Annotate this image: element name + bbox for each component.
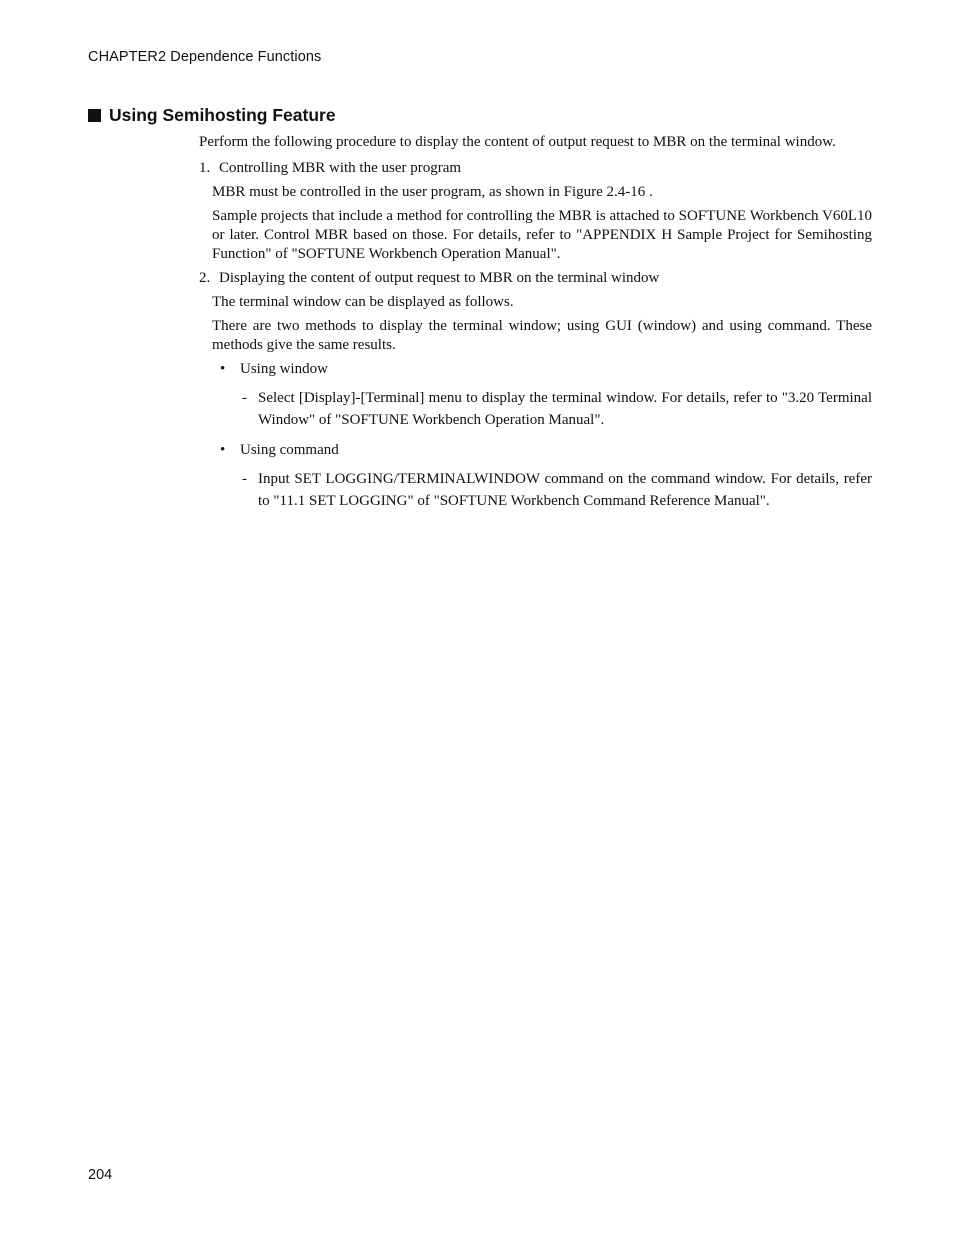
section-body bbox=[199, 133, 872, 522]
intro-paragraph: Perform the following procedure to display the content of output request to MBR on the terminal window. bbox=[199, 134, 836, 150]
dash-icon: - bbox=[242, 390, 247, 406]
step-title: Controlling MBR with the user program bbox=[219, 160, 462, 176]
step-1-body bbox=[199, 183, 872, 264]
dash-text: Input SET LOGGING/TERMINALWINDOW command on the command window. For details, refer to "11.1 SET LOGGING" of "SOFTUNE Workbench Command Reference Manual". bbox=[258, 471, 872, 509]
step-number: 1. bbox=[199, 160, 211, 176]
section-heading bbox=[88, 105, 336, 126]
section-title: Using Semihosting Feature bbox=[109, 105, 336, 125]
page-number: 204 bbox=[88, 1167, 113, 1183]
step-title: Displaying the content of output request to MBR on the terminal window bbox=[219, 270, 660, 286]
bullet-icon: • bbox=[220, 442, 226, 458]
step-paragraph: Sample projects that include a method for controlling the MBR is attached to SOFTUNE Workbench V60L10 or later. Control MBR based on those. For details, refer to "APPENDIX H Sample Project for Semihosting Function" of "SOFTUNE Workbench Operation Manual". bbox=[212, 208, 872, 262]
step-1-heading bbox=[199, 159, 872, 178]
dash-icon: - bbox=[242, 471, 247, 487]
running-header: CHAPTER2 Dependence Functions bbox=[88, 49, 322, 65]
bullet-item bbox=[212, 441, 872, 460]
bullet-label: Using window bbox=[240, 361, 328, 377]
step-paragraph: The terminal window can be displayed as follows. bbox=[212, 294, 514, 310]
dash-text: Select [Display]-[Terminal] menu to display the terminal window. For details, refer to "3.20 Terminal Window" of "SOFTUNE Workbench Operation Manual". bbox=[258, 390, 872, 428]
bullet-icon: • bbox=[220, 361, 226, 377]
dash-item bbox=[212, 468, 872, 512]
bullet-label: Using command bbox=[240, 442, 339, 458]
step-2-heading bbox=[199, 269, 872, 288]
bullet-item bbox=[212, 360, 872, 379]
dash-item bbox=[212, 387, 872, 431]
step-2-body bbox=[199, 293, 872, 512]
step-paragraph: There are two methods to display the terminal window; using GUI (window) and using command. These methods give the same results. bbox=[212, 318, 872, 353]
black-square-icon bbox=[88, 109, 101, 122]
step-paragraph: MBR must be controlled in the user program, as shown in Figure 2.4-16 . bbox=[212, 184, 653, 200]
step-number: 2. bbox=[199, 270, 211, 286]
